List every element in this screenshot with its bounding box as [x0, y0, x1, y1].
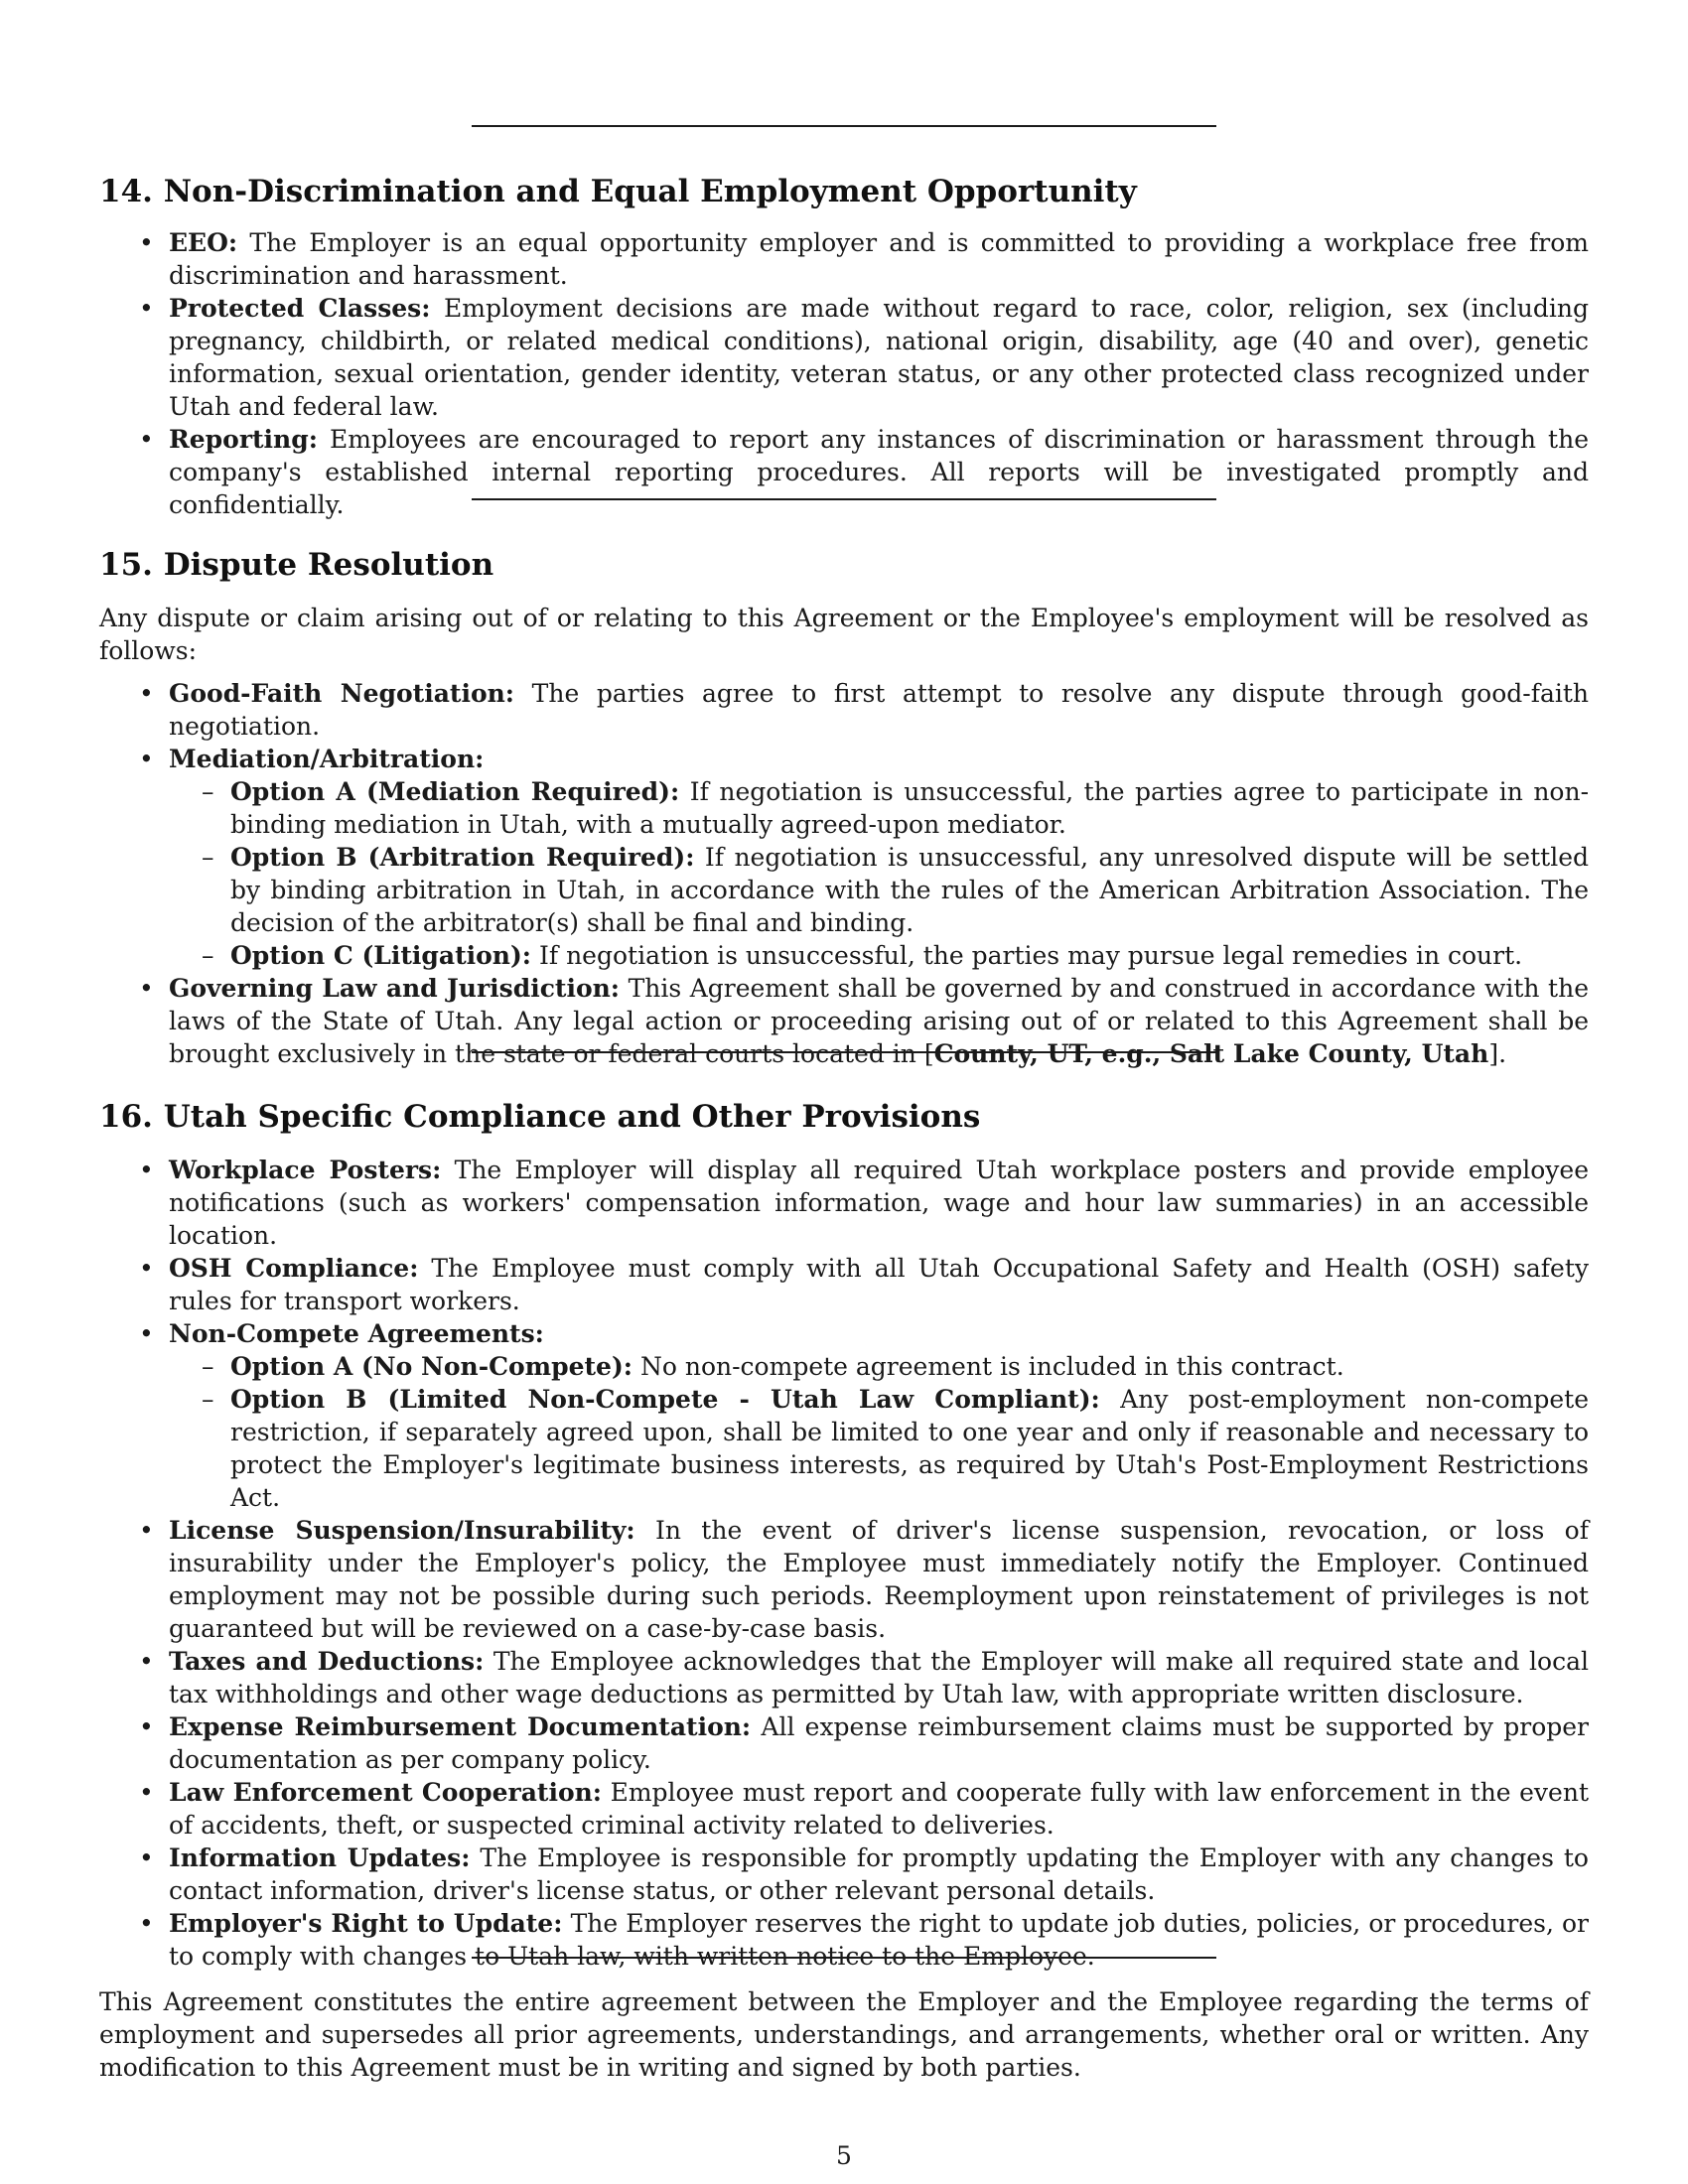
list-item-protected-classes	[99, 292, 1589, 423]
item-text: The Employee is responsible for promptly updating the Employer with any changes to contact information, driver's license status, or other relevant personal details.	[169, 1843, 1589, 1905]
item-label: Option B (Limited Non-Compete - Utah Law Compliant):	[230, 1385, 1100, 1414]
item-label: Reporting:	[169, 425, 318, 454]
item-text: The Employee must comply with all Utah Occupational Safety and Health (OSH) safety rules for transport workers.	[169, 1254, 1589, 1315]
item-label: OSH Compliance:	[169, 1254, 419, 1283]
sub-item-option-b	[169, 841, 1589, 939]
item-text: Employment decisions are made without regard to race, color, religion, sex (including pregnancy, childbirth, or related medical conditions), national origin, disability, age (40 and over), genetic information, sexual orientation, gender identity, veteran status, or any other protected class recognized under Utah and federal law.	[169, 294, 1589, 421]
list-item-workplace-posters	[99, 1154, 1589, 1252]
section-divider	[472, 1957, 1216, 1959]
item-label: Expense Reimbursement Documentation:	[169, 1712, 752, 1741]
item-text: If negotiation is unsuccessful, the parties may pursue legal remedies in court.	[539, 941, 1523, 970]
item-text: If negotiation is unsuccessful, any unresolved dispute will be settled by binding arbitration in Utah, in accordance with the rules of the American Arbitration Association. The decision of the arbitrator(s) shall be final and binding.	[230, 843, 1589, 937]
list-item-osh-compliance	[99, 1252, 1589, 1317]
section-14-list	[99, 226, 1589, 521]
list-item-license-suspension	[99, 1514, 1589, 1645]
list-item-eeo	[99, 226, 1589, 292]
item-text: In the event of driver's license suspension, revocation, or loss of insurability under the Employer's policy, the Employee must immediately notify the Employer. Continued employment may not be possible during such periods. Reemployment upon reinstatement of privileges is not guaranteed but will be reviewed on a case-by-case basis.	[169, 1516, 1589, 1643]
section-14-heading: 14. Non-Discrimination and Equal Employment Opportunity	[99, 174, 1137, 209]
item-text: The parties agree to first attempt to resolve any dispute through good-faith negotiation.	[169, 679, 1590, 741]
item-label: Employer's Right to Update:	[169, 1909, 563, 1938]
page-number: 5	[836, 2141, 852, 2170]
sub-item-option-a	[169, 775, 1589, 841]
sub-item-option-a	[169, 1350, 1589, 1383]
list-item-negotiation	[99, 677, 1589, 743]
section-divider	[472, 125, 1216, 127]
list-item-taxes	[99, 1645, 1589, 1710]
item-label: Workplace Posters:	[169, 1156, 442, 1184]
item-text: All expense reimbursement claims must be supported by proper documentation as per company policy.	[169, 1712, 1589, 1774]
document-page	[99, 0, 1589, 2184]
item-text: The Employee acknowledges that the Employer will make all required state and local tax withholdings and other wage deductions as permitted by Utah law, with appropriate written disclosure.	[169, 1647, 1589, 1708]
item-text: No non-compete agreement is included in this contract.	[639, 1352, 1344, 1381]
item-text: The Employer will display all required Utah workplace posters and provide employee notifications (such as workers' compensation information, wage and hour law summaries) in an accessible location.	[169, 1156, 1589, 1250]
section-divider	[472, 1051, 1216, 1053]
item-label: Protected Classes:	[169, 294, 431, 323]
item-text: The Employer is an equal opportunity employer and is committed to providing a workplace free from discrimination and harassment.	[169, 228, 1589, 290]
item-label: Option B (Arbitration Required):	[230, 843, 695, 872]
sub-item-option-b	[169, 1383, 1589, 1514]
closing-paragraph-block	[99, 1985, 1589, 2084]
section-16-list	[99, 1154, 1589, 1973]
item-text: If negotiation is unsuccessful, the parties agree to participate in non-binding mediation in Utah, with a mutually agreed-upon mediator.	[230, 777, 1590, 839]
item-label: EEO:	[169, 228, 238, 257]
sub-item-option-c	[169, 939, 1589, 972]
section-15-heading: 15. Dispute Resolution	[99, 547, 494, 583]
item-label: Option C (Litigation):	[230, 941, 532, 970]
section-16-heading: 16. Utah Specific Compliance and Other Provisions	[99, 1099, 981, 1135]
item-label: License Suspension/Insurability:	[169, 1516, 635, 1545]
county-placeholder: County, UT, e.g., Salt Lake County, Utah	[933, 1039, 1489, 1068]
item-label: Option A (Mediation Required):	[230, 777, 680, 806]
item-label: Good-Faith Negotiation:	[169, 679, 515, 708]
list-item-right-to-update	[99, 1907, 1589, 1973]
item-label: Option A (No Non-Compete):	[230, 1352, 633, 1381]
list-item-information-updates	[99, 1842, 1589, 1907]
item-label: Law Enforcement Cooperation:	[169, 1778, 603, 1807]
closing-paragraph: This Agreement constitutes the entire agreement between the Employer and the Employee regarding the terms of employment and supersedes all prior agreements, understandings, and arrangements, whether oral or written. Any modification to this Agreement must be in writing and signed by both parties.	[99, 1987, 1589, 2082]
list-item-law-enforcement	[99, 1776, 1589, 1842]
item-label: Information Updates:	[169, 1843, 471, 1872]
item-text: Any post-employment non-compete restriction, if separately agreed upon, shall be limited to one year and only if reasonable and necessary to protect the Employer's legitimate business interests, as required by Utah's Post-Employment Restrictions Act.	[230, 1385, 1589, 1512]
list-item-non-compete	[99, 1317, 1589, 1514]
item-text: Employees are encouraged to report any instances of discrimination or harassment through the company's established internal reporting procedures. All reports will be investigated promptly and confidentially.	[169, 425, 1589, 519]
section-divider	[472, 498, 1216, 500]
item-text: This Agreement shall be governed by and construed in accordance with the laws of the State of Utah. Any legal action or proceeding arising out of or related to this Agreement shall be brought exclusively in the state or federal courts located in [	[169, 974, 1589, 1068]
list-item-mediation	[99, 743, 1589, 972]
list-item-expense-reimbursement	[99, 1710, 1589, 1776]
section-15-intro: Any dispute or claim arising out of or relating to this Agreement or the Employee's employment will be resolved as follows:	[99, 604, 1589, 665]
item-text-close: ].	[1488, 1039, 1507, 1068]
list-item-governing-law	[99, 972, 1589, 1070]
item-text: Employee must report and cooperate fully with law enforcement in the event of accidents, theft, or suspected criminal activity related to deliveries.	[169, 1778, 1589, 1840]
item-text: The Employer reserves the right to update job duties, policies, or procedures, or to comply with changes to Utah law, with written notice to the Employee.	[169, 1909, 1590, 1971]
item-label: Mediation/Arbitration:	[169, 745, 485, 773]
list-item-reporting	[99, 423, 1589, 521]
section-15-body	[99, 602, 1589, 1070]
item-label: Taxes and Deductions:	[169, 1647, 485, 1676]
item-label: Non-Compete Agreements:	[169, 1319, 544, 1348]
item-label: Governing Law and Jurisdiction:	[169, 974, 621, 1003]
